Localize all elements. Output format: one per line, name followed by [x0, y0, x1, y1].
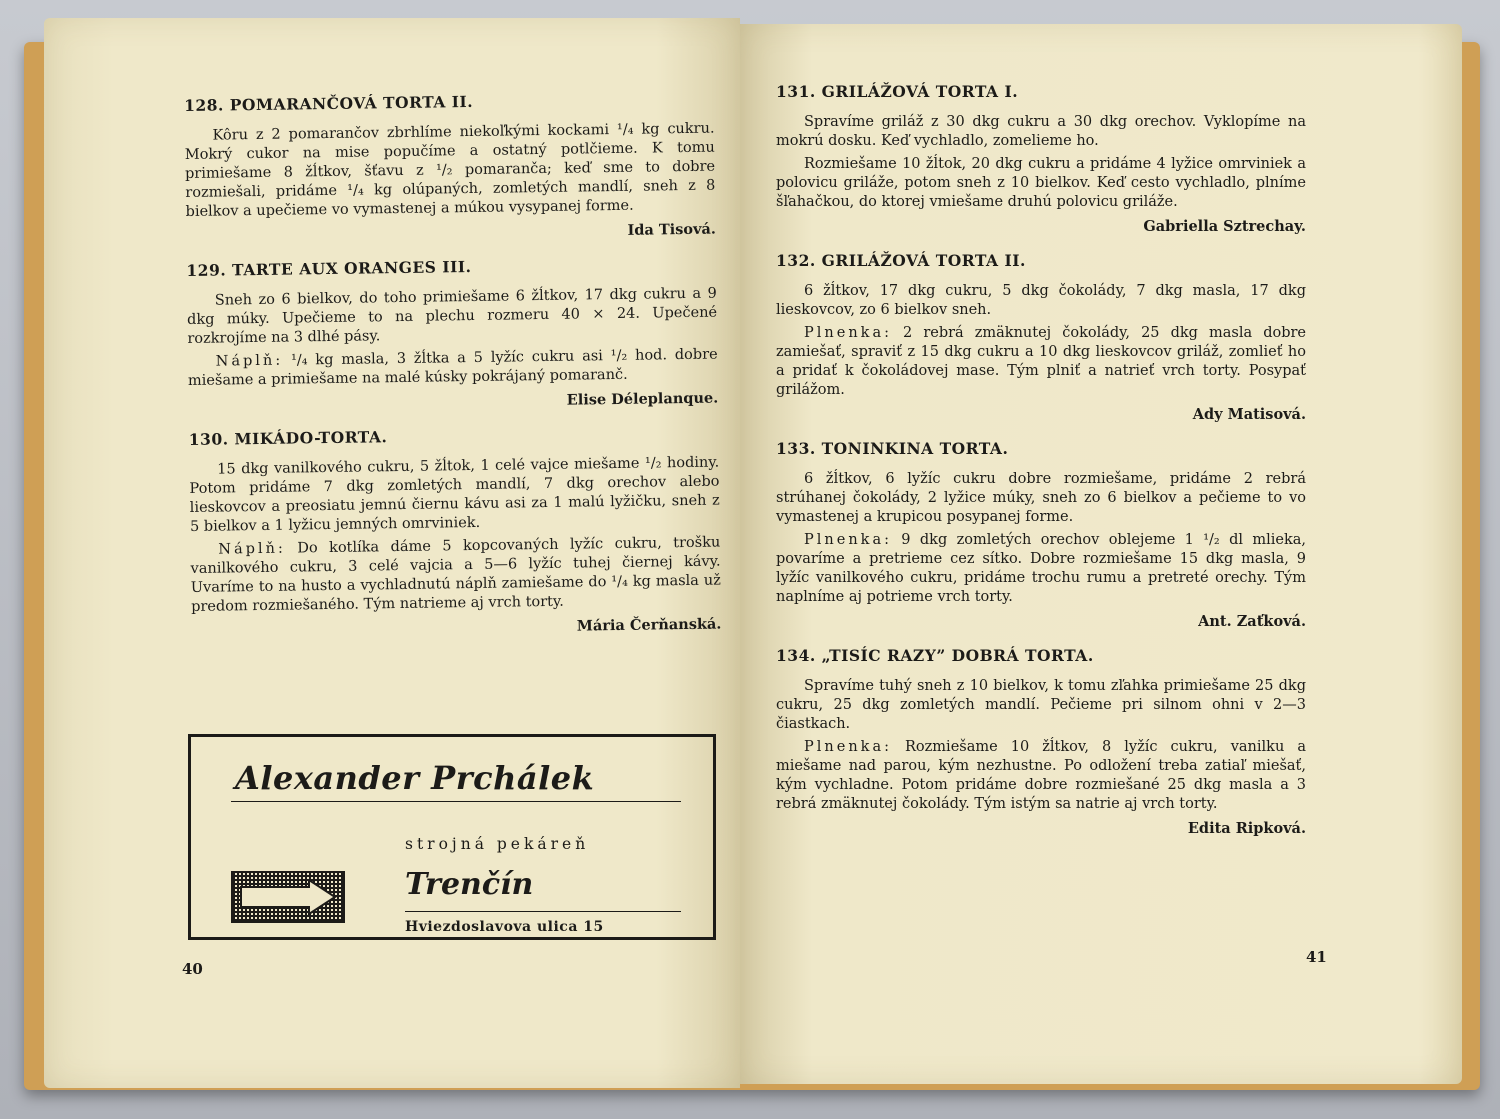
ad-divider: [405, 911, 681, 912]
recipe-paragraph: 6 žĺtkov, 6 lyžíc cukru dobre rozmiešame, pridáme 2 rebrá strúhanej čokolády, 2 lyžice múky, sneh zo 6 bielkov a pečieme to vo vymastenej a krupicou posypanej forme.: [776, 471, 1306, 525]
recipe-title: 132. GRILÁŽOVÁ TORTA II.: [776, 251, 1026, 270]
recipe: [776, 646, 1306, 837]
recipe-filling: [190, 534, 721, 617]
filling-text: 2 rebrá zmäknutej čokolády, 25 dkg masla dobre zamiešať, spraviť z 15 dkg cukru a 10 dkg lieskovcov griláž, zomlieť ho a pridať k čokoládovej mase. Tým plniť a natrieť vrch torty. Posypať grilážom.: [776, 325, 1306, 398]
recipe-title: 130. MIKÁDO-TORTA.: [188, 427, 388, 449]
recipe-author: Elise Déleplanque.: [566, 389, 719, 409]
recipe-title: 129. TARTE AUX ORANGES III.: [186, 257, 472, 280]
left-page-recipes: [184, 89, 722, 656]
recipe-title: 133. TONINKINA TORTA.: [776, 439, 1009, 458]
recipe-paragraph: Sneh zo 6 bielkov, do toho primiešame 6 žĺtkov, 17 dkg cukru a 9 dkg múky. Upečieme to na plechu rozmeru 40 × 24. Upečené rozkrojíme na 3 dlhé pásy.: [187, 285, 718, 347]
ad-city: Trenčín: [405, 867, 534, 902]
recipe-author: Edita Ripková.: [1187, 820, 1306, 837]
recipe-author: Gabriella Sztrechay.: [1143, 218, 1306, 235]
right-page-recipes: [776, 82, 1306, 853]
left-page: [44, 18, 740, 1088]
recipe: [776, 439, 1306, 630]
recipe-author: Mária Čerňanská.: [576, 615, 722, 635]
recipe-title: 134. „TISÍC RAZY” DOBRÁ TORTA.: [776, 646, 1094, 665]
filling-text: 9 dkg zomletých orechov oblejeme 1 ¹/₂ dl mlieka, povaríme a pretrieme cez sítko. Dobre rozmiešame 15 dkg masla, 9 lyžíc vanilkového cukru, pridáme trochu rumu a pretreté orechy. Tým naplníme aj potrieme vrch torty.: [776, 532, 1306, 605]
recipe-filling: [776, 531, 1306, 607]
filling-label: Plnenka:: [804, 325, 892, 341]
recipe: [186, 254, 718, 414]
recipe-filling: [188, 346, 718, 391]
right-page: [740, 24, 1462, 1084]
recipe-title: 128. POMARANČOVÁ TORTA II.: [184, 91, 474, 115]
ad-owner-name: Alexander Prchálek: [235, 759, 595, 797]
recipe-title: 131. GRILÁŽOVÁ TORTA I.: [776, 82, 1019, 101]
recipe-paragraph: 6 žĺtkov, 17 dkg cukru, 5 dkg čokolády, 7 dkg masla, 17 dkg lieskovcov, zo 6 bielkov sneh.: [776, 283, 1306, 318]
page-number: 40: [182, 960, 203, 978]
recipe: [776, 251, 1306, 423]
recipe-author: Ady Matisová.: [1192, 406, 1306, 423]
bakery-advertisement: [188, 734, 716, 940]
recipe-paragraph: 15 dkg vanilkového cukru, 5 žĺtok, 1 celé vajce miešame ¹/₂ hodiny. Potom pridáme 7 dkg zomletých mandlí, 7 dkg orechov alebo lieskovcov a preosiatu jemnú čiernu kávu asi za 1 malú lyžičku, sneh z 5 bielkov a 1 lyžicu jemných omrviniek.: [189, 454, 720, 535]
recipe-author: Ant. Zaťková.: [1198, 613, 1306, 630]
recipe-paragraph: Spravíme tuhý sneh z 10 bielkov, k tomu zľahka primiešame 25 dkg cukru, 25 dkg zomletých mandlí. Pečieme pri silnom ohni v 2—3 čiastkach.: [776, 678, 1306, 732]
filling-text: ¹/₄ kg masla, 3 žĺtka a 5 lyžíc cukru asi ¹/₂ hod. dobre miešame a primiešame na malé kúsky pokrájaný pomaranč.: [187, 346, 718, 389]
recipe: [776, 82, 1306, 235]
recipe-paragraph: Spravíme griláž z 30 dkg cukru a 30 dkg orechov. Vyklopíme na mokrú dosku. Keď vychladlo, zomelieme ho.: [776, 114, 1306, 149]
recipe: [189, 423, 722, 640]
page-number: 41: [1306, 948, 1327, 966]
recipe-filling: [776, 324, 1306, 400]
recipe-paragraph: Kôru z 2 pomarančov zbrhlíme niekoľkými kockami ¹/₄ kg cukru. Mokrý cukor na mise popučíme a ostatný potlčieme. K tomu primiešame 8 žĺtkov, šťavu z ¹/₂ pomaranča; keď sme to dobre rozmiešali, pridáme ¹/₄ kg olúpaných, zomletých mandlí, sneh z 8 bielkov a upečieme vo vymastenej a múkou vysypanej forme.: [184, 120, 716, 220]
ad-street: Hviezdoslavova ulica 15: [405, 919, 604, 935]
arrow-icon: [231, 871, 345, 923]
filling-label: Náplň:: [215, 352, 284, 370]
filling-label: Náplň:: [218, 540, 286, 558]
filling-text: Do kotlíka dáme 5 kopcovaných lyžíc cukru, trošku vanilkového cukru, 3 celé vajcia a 5—6 lyžíc tuhej čiernej kávy. Uvaríme to na husto a vychladnutú náplň zamiešame do ¹/₄ kg masla už predom rozmiešaného. Tým natrieme aj vrch torty.: [190, 534, 721, 615]
recipe-author: Ida Tisová.: [627, 220, 717, 239]
filling-text: Rozmiešame 10 žĺtkov, 8 lyžíc cukru, vanilku a miešame nad parou, kým nezhustne. Po odložení treba zatiaľ miešať, kým vychladne. Potom pridáme dobre rozmiešané 25 dkg masla a 3 rebrá zmäknutej čokolády. Tým istým sa natrie aj vrch torty.: [776, 739, 1306, 812]
filling-label: Plnenka:: [804, 739, 892, 755]
recipe-filling: [776, 738, 1306, 814]
filling-label: Plnenka:: [804, 532, 892, 548]
recipe: [184, 89, 716, 245]
recipe-paragraph: Rozmiešame 10 žĺtok, 20 dkg cukru a pridáme 4 lyžice omrviniek a polovicu griláže, potom sneh z 10 bielkov. Keď cesto vychladlo, plníme šľahačkou, do ktorej vmiešame druhú polovicu griláže.: [776, 156, 1306, 210]
ad-business-type: strojná pekáreň: [405, 835, 590, 853]
ad-divider: [231, 801, 681, 802]
